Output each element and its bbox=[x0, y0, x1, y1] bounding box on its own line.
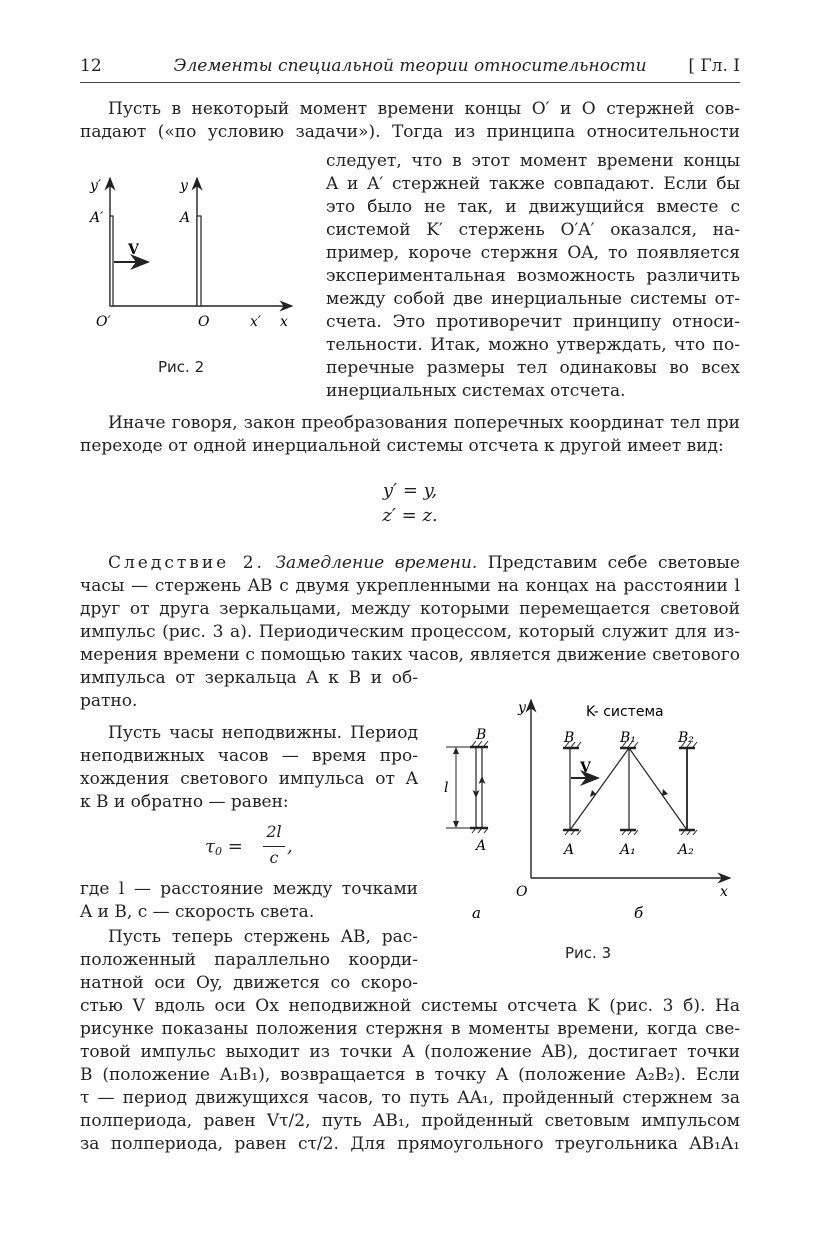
formula-line-2: z′ = z. bbox=[382, 505, 438, 526]
text-line: перечные размеры тел одинаковы во всех bbox=[326, 358, 740, 378]
text-line: хождения светового импульса от A bbox=[80, 769, 418, 789]
formula-line-1: y′ = y, bbox=[382, 480, 438, 501]
text-line: следует, что в этот момент времени концы bbox=[326, 151, 740, 171]
text-line: стью V вдоль оси Ox неподвижной системы отсчета K (рис. 3 б). На bbox=[80, 996, 740, 1016]
b-label-a: B bbox=[476, 727, 487, 743]
fraction-bar bbox=[263, 846, 285, 847]
o-label: O bbox=[198, 314, 210, 330]
text-line: импульс (рис. 3 а). Периодическим процессом, который служит для из- bbox=[80, 622, 740, 642]
text-line: рисунке показаны положения стержня в моменты времени, когда све- bbox=[80, 1019, 740, 1039]
text-line: падают («по условию задачи»). Тогда из принципа относительности bbox=[80, 122, 740, 142]
fraction-denominator: c bbox=[269, 848, 279, 867]
text-line: импульса от зеркальца A к B и об- bbox=[80, 668, 418, 688]
text-line: за полпериода, равен cτ/2. Для прямоугольного треугольника AB₁A₁ bbox=[80, 1134, 740, 1154]
a-label: A bbox=[564, 842, 575, 858]
text-line: это было не так, и движущийся вместе с bbox=[326, 197, 740, 217]
l-arrow-top bbox=[453, 747, 459, 754]
text-line: полпериода, равен Vτ/2, путь AB₁, пройденный световым импульсом bbox=[80, 1111, 740, 1131]
text-line: товой импульс выходит из точки A (положение AB), достигает точки bbox=[80, 1042, 740, 1062]
a1-label: A₁ bbox=[620, 842, 636, 858]
text-line: ратно. bbox=[80, 691, 138, 711]
figure-3-diagram bbox=[430, 690, 740, 930]
b-label: B bbox=[564, 730, 575, 746]
rod-a bbox=[197, 216, 201, 306]
a-prime-label: A′ bbox=[90, 210, 104, 226]
consequence-title: Замедление времени. bbox=[275, 553, 478, 573]
paragraph-1 bbox=[80, 98, 740, 144]
text-line: переходе от одной инерциальной системы отсчета к другой имеет вид: bbox=[80, 436, 724, 456]
paragraph-5 bbox=[80, 878, 418, 924]
text-line: A и A′ стержней также совпадают. Если бы bbox=[326, 174, 740, 194]
v-label: V bbox=[580, 760, 591, 776]
text-line: где l — расстояние между точками bbox=[80, 879, 418, 899]
b1-label: B₁ bbox=[620, 730, 636, 746]
text-line: Пусть в некоторый момент времени концы O′ и O стержней сов- bbox=[108, 99, 740, 119]
formula-comma: , bbox=[287, 836, 293, 857]
light-arrow-down bbox=[662, 789, 668, 796]
light-path-down bbox=[629, 748, 687, 830]
page-number: 12 bbox=[80, 56, 102, 76]
light-path-up bbox=[570, 748, 629, 830]
formula-lhs bbox=[205, 836, 243, 858]
text-line: мерения времени с помощью таких часов, является движение светового bbox=[80, 645, 740, 665]
y-label: y bbox=[518, 700, 526, 716]
text-line: между собой две инерциальные системы от- bbox=[326, 289, 740, 309]
rod-a-prime bbox=[110, 216, 113, 306]
text-line: экспериментальная возможность различить bbox=[326, 266, 740, 286]
running-header bbox=[80, 56, 740, 83]
paragraph-3 bbox=[80, 552, 740, 667]
text-line: натной оси Oy, движется со скоро- bbox=[80, 973, 418, 993]
figure-2-diagram bbox=[80, 170, 310, 340]
x-prime-label: x′ bbox=[250, 314, 262, 330]
chapter-label: [ Гл. I bbox=[688, 56, 740, 76]
text-line: неподвижных часов — время про- bbox=[80, 746, 418, 766]
text-line: системой K′ стержень O′A′ оказался, на- bbox=[326, 220, 740, 240]
text-line: A и B, c — скорость света. bbox=[80, 902, 315, 922]
paragraph-1-wrap bbox=[326, 150, 740, 403]
o-label: O bbox=[516, 884, 528, 900]
a-label: A bbox=[180, 210, 191, 226]
b2-label: B₂ bbox=[678, 730, 694, 746]
equals-sign: = bbox=[221, 836, 243, 857]
figure-2 bbox=[80, 170, 310, 340]
x-label: x bbox=[720, 884, 728, 900]
text-line: к B и обратно — равен: bbox=[80, 792, 289, 812]
text-line: Иначе говоря, закон преобразования поперечных координат тел при bbox=[108, 413, 740, 433]
text-line: положенный параллельно коорди- bbox=[80, 950, 418, 970]
x-label: x bbox=[280, 314, 288, 330]
paragraph-3-wrap bbox=[80, 667, 418, 713]
text-line: пример, короче стержня OA, то появляется bbox=[326, 243, 740, 263]
text-line: инерциальных системах отсчета. bbox=[326, 381, 626, 401]
o-prime-label: O′ bbox=[96, 314, 111, 330]
l-arrow-bottom bbox=[453, 821, 459, 828]
text-line: друг от друга зеркальцами, между которыми перемещается световой bbox=[80, 599, 740, 619]
paragraph-6-wrap bbox=[80, 926, 418, 995]
panel-a-label: а bbox=[472, 904, 481, 922]
y-prime-label: y′ bbox=[90, 178, 102, 194]
text-line: Пусть теперь стержень AB, рас- bbox=[108, 927, 418, 947]
formula-period bbox=[205, 822, 315, 872]
tau-subscript: 0 bbox=[214, 845, 222, 858]
v-label: V bbox=[128, 242, 139, 258]
running-title: Элементы специальной теории относительности bbox=[173, 56, 647, 76]
k-system-label: K- система bbox=[586, 704, 664, 720]
text-line: счета. Это противоречит принципу относи- bbox=[326, 312, 740, 332]
figure-3-caption: Рис. 3 bbox=[565, 944, 612, 962]
paragraph-6 bbox=[80, 995, 740, 1156]
consequence-text: Представим себе световые bbox=[487, 553, 740, 573]
text-line: τ — период движущихся часов, то путь AA₁, пройденный стержнем за bbox=[80, 1088, 740, 1108]
formula-coordinates bbox=[360, 480, 460, 526]
text-line: Пусть часы неподвижны. Период bbox=[108, 723, 418, 743]
paragraph-2 bbox=[80, 412, 740, 458]
y-label: y bbox=[180, 178, 188, 194]
text-line: часы — стержень AB с двумя укрепленными на концах на расстоянии l bbox=[80, 576, 740, 596]
tau-symbol: τ bbox=[205, 836, 215, 857]
figure-2-caption: Рис. 2 bbox=[158, 358, 205, 376]
paragraph-4 bbox=[80, 722, 418, 814]
panel-b-label: б bbox=[634, 904, 644, 922]
consequence-heading: Следствие 2. bbox=[108, 553, 265, 573]
a2-label: A₂ bbox=[678, 842, 694, 858]
a-label-a: A bbox=[476, 838, 487, 854]
text-line: B (положение A₁B₁), возвращается в точку A (положение A₂B₂). Если bbox=[80, 1065, 740, 1085]
text-line: тельности. Итак, можно утверждать, что по- bbox=[326, 335, 740, 355]
fraction-numerator: 2l bbox=[266, 822, 282, 841]
text-line bbox=[80, 552, 740, 575]
l-label: l bbox=[444, 780, 449, 796]
figure-3 bbox=[430, 690, 740, 930]
